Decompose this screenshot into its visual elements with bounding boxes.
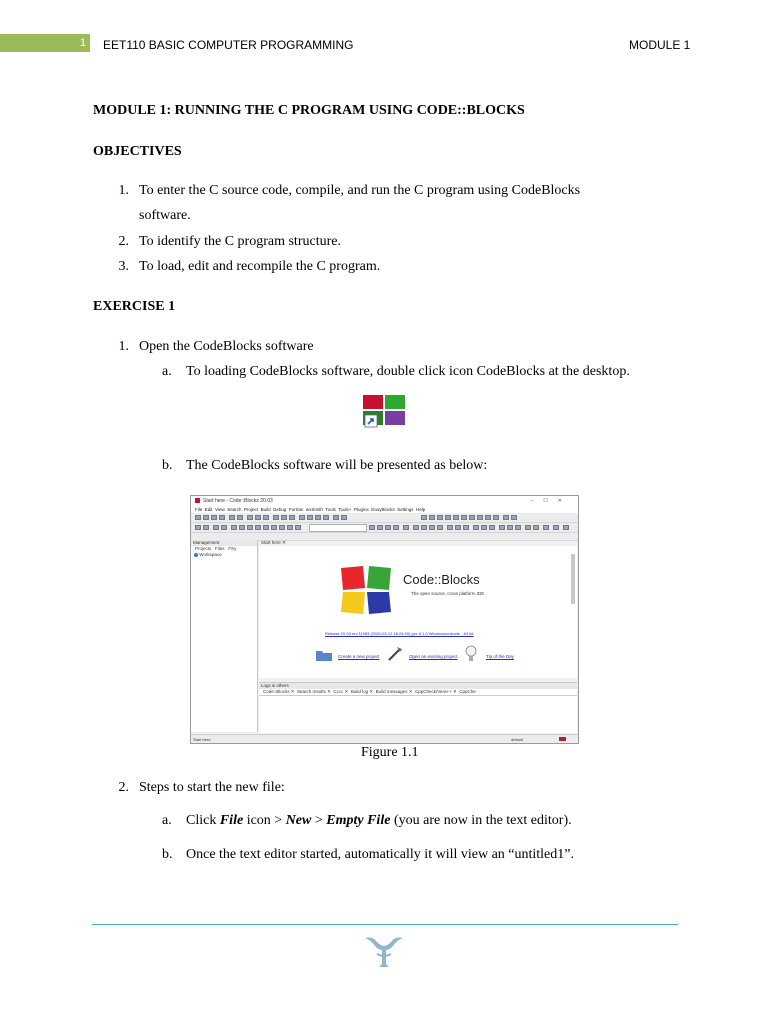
start-page <box>259 546 577 678</box>
footer-ornament-icon <box>363 934 405 968</box>
menu-plugins: Plugins <box>353 507 369 512</box>
step-2a-file: File <box>219 813 244 828</box>
step-1-text: Open the CodeBlocks software <box>139 339 314 354</box>
release-info: Release 20.03 rev 11983 (2020-03-12 18:24:30) gcc 8.1.0 Windows/unicode - 64 bit <box>325 631 474 636</box>
tagline: The open source, cross platform IDE <box>411 591 485 596</box>
menu-tools: Tools <box>325 507 336 512</box>
toolbar-row-2 <box>191 523 578 533</box>
menu-project: Project <box>244 507 259 512</box>
step-1a-label: a. <box>162 364 172 379</box>
step-1b-text: The CodeBlocks software will be presented as below: <box>186 458 488 473</box>
log-tab-cccc: Cccc <box>333 689 344 694</box>
tip-of-day-link: Tip of the Day <box>486 654 514 659</box>
status-right: default <box>511 737 524 742</box>
tab-files: Files <box>215 546 225 551</box>
menu-search: Search <box>227 507 242 512</box>
footer-rule <box>92 924 678 925</box>
menu-fortran: Fortran <box>288 507 304 512</box>
page-number: 1 <box>79 37 86 49</box>
objective-3-text: To load, edit and recompile the C program. <box>139 259 381 274</box>
tab-fsy: FSy <box>228 546 237 551</box>
management-title: Management <box>191 540 257 546</box>
tab-projects: Projects <box>195 546 212 551</box>
menu-debug: Debug <box>273 507 287 512</box>
course-title: EET110 BASIC COMPUTER PROGRAMMING <box>103 38 354 52</box>
status-left: Start here <box>193 737 211 742</box>
menu-settings: Settings <box>397 507 414 512</box>
log-tab-search-results: Search results <box>297 689 326 694</box>
menu-help: Help <box>416 507 426 512</box>
step-1-number: 1. <box>118 339 129 354</box>
step-2-text: Steps to start the new file: <box>139 780 285 795</box>
step-2b-label: b. <box>162 847 173 862</box>
lightbulb-icon <box>465 645 477 663</box>
window-controls-icon: –☐✕ <box>530 498 572 504</box>
step-2a-empty: Empty File <box>326 813 391 828</box>
objective-2-number: 2. <box>118 234 129 249</box>
figure-caption: Figure 1.1 <box>361 745 419 760</box>
log-tabs: Code::Blocks ✕ Search results ✕ Cccc ✕ Build log ✕ Build messages ✕ CppCheck/Vera++ ✕ CppChe <box>259 689 577 696</box>
objective-3-number: 3. <box>118 259 129 274</box>
logs-panel <box>259 682 577 733</box>
window-titlebar <box>191 496 578 506</box>
editor-tab-label: Start here <box>261 540 281 545</box>
log-tab-cppche: CppChe <box>459 689 476 694</box>
step-2a-label: a. <box>162 813 172 828</box>
menu-bar <box>191 506 578 513</box>
objective-1-number: 1. <box>118 183 129 198</box>
toolbar-row-1 <box>191 513 578 523</box>
objective-2-text: To identify the C program structure. <box>139 234 341 249</box>
step-2a-post: (you are now in the text editor). <box>390 813 572 828</box>
status-bar <box>191 734 578 744</box>
folder-icon <box>315 648 333 662</box>
codeblocks-desktop-icon <box>360 393 408 429</box>
log-tab-cppcheck: CppCheck/Vera++ <box>414 689 452 694</box>
workspace-label: Workspace <box>199 552 222 557</box>
log-tab-codeblocks: Code::Blocks <box>263 689 290 694</box>
window-title: Start here - Code::Blocks 20.03 <box>203 498 273 504</box>
objectives-heading: OBJECTIVES <box>93 144 182 159</box>
open-project-link: Open an existing project <box>409 654 458 659</box>
step-2b-text: Once the text editor started, automatically it will view an “untitled1”. <box>186 847 574 862</box>
step-2a-new: New <box>285 813 312 828</box>
workspace-icon <box>194 553 198 557</box>
logo-text: Code::Blocks <box>403 572 480 587</box>
close-icon: ✕ <box>282 540 286 545</box>
scrollbar <box>571 554 575 604</box>
exercise-heading: EXERCISE 1 <box>93 299 176 314</box>
workspace-item <box>191 552 257 558</box>
menu-view: View <box>215 507 225 512</box>
menu-build: Build <box>260 507 271 512</box>
step-2a-mid1: icon > <box>243 813 286 828</box>
codeblocks-logo-icon <box>339 564 395 616</box>
log-tab-build-messages: Build messages <box>375 689 408 694</box>
step-2-number: 2. <box>118 780 129 795</box>
logs-title: Logs & others <box>259 683 577 689</box>
wand-icon <box>387 646 403 662</box>
flag-icon <box>559 737 566 741</box>
step-2a-pre: Click <box>186 813 220 828</box>
menu-file: File <box>195 507 203 512</box>
module-label: MODULE 1 <box>629 38 691 52</box>
menu-tools-plus: Tools+ <box>338 507 352 512</box>
objective-1-line2: software. <box>139 208 191 223</box>
menu-doxyblocks: DoxyBlocks <box>371 507 395 512</box>
app-icon <box>195 498 200 503</box>
step-1a-text: To loading CodeBlocks software, double click icon CodeBlocks at the desktop. <box>186 364 630 379</box>
objective-1-line1: To enter the C source code, compile, and run the C program using CodeBlocks <box>139 183 581 198</box>
log-tab-build-log: Build log <box>350 689 369 694</box>
create-project-link: Create a new project <box>338 654 380 659</box>
step-2a-text <box>186 812 572 830</box>
step-2a-mid2: > <box>311 813 327 828</box>
document-title: MODULE 1: RUNNING THE C PROGRAM USING CODE::BLOCKS <box>93 103 525 118</box>
management-panel <box>191 540 258 732</box>
menu-edit: Edit <box>204 507 213 512</box>
menu-wxsmith: wxSmith <box>305 507 323 512</box>
codeblocks-screenshot <box>190 495 579 744</box>
step-1b-label: b. <box>162 458 173 473</box>
